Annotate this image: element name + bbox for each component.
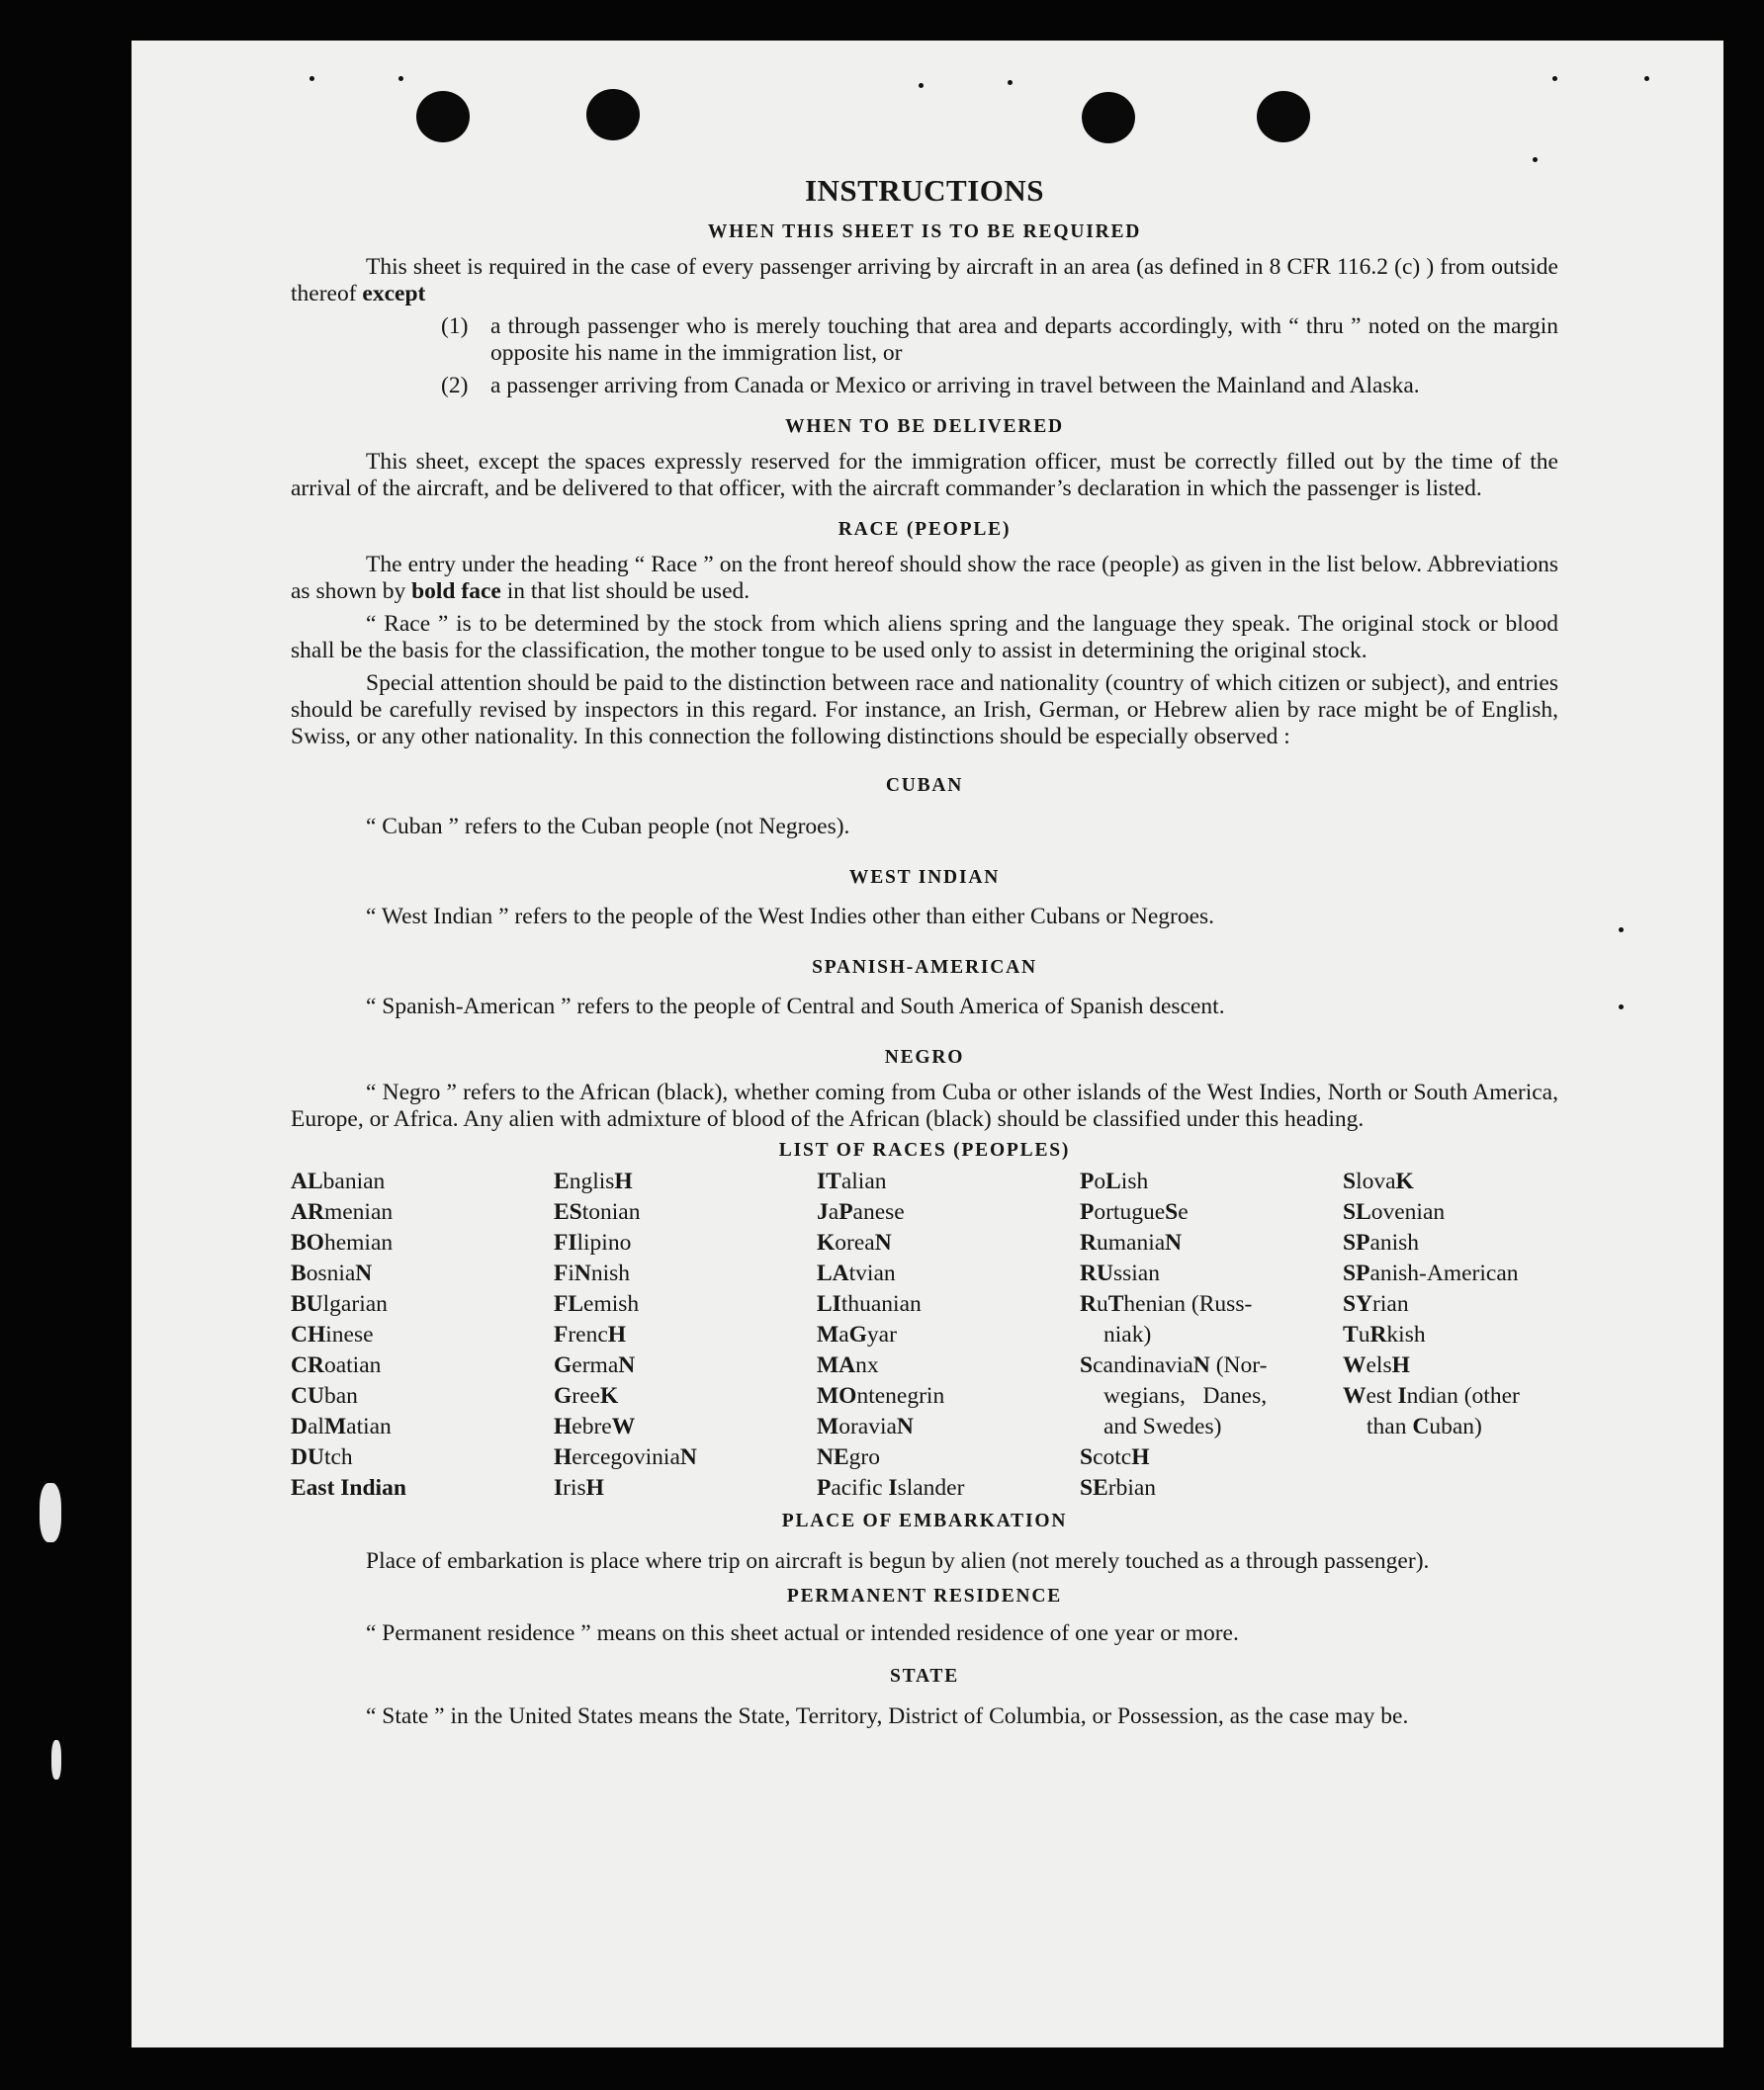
races-column-2 — [554, 1167, 817, 1504]
section-heading-residence: PERMANENT RESIDENCE — [786, 1586, 1063, 1607]
race-item: EStonian — [554, 1199, 641, 1225]
race-item: JaPanese — [817, 1199, 905, 1225]
race-item: ScotcH — [1080, 1444, 1150, 1470]
race-item: SlovaK — [1343, 1169, 1414, 1194]
race-item: SPanish — [1343, 1230, 1420, 1256]
punch-hole — [1082, 92, 1135, 143]
race-item: MaGyar — [817, 1322, 897, 1348]
race-item: ARmenian — [291, 1199, 394, 1225]
race-item: MAnx — [817, 1352, 879, 1378]
speck — [1644, 76, 1649, 81]
list-item: (2) a passenger arriving from Canada or Mexico or arriving in travel between the Mainland and Alaska. — [441, 373, 1420, 398]
race-item: GreeK — [554, 1383, 619, 1409]
race-item: MOntenegrin — [817, 1383, 945, 1409]
speck — [1533, 157, 1538, 162]
race-item: GermaN — [554, 1352, 636, 1378]
race-item: MoraviaN — [817, 1414, 914, 1439]
speck — [1008, 80, 1013, 85]
race-item: NEgro — [817, 1444, 880, 1470]
races-column-1 — [291, 1167, 554, 1504]
negro-text: “ Negro ” refers to the African (black), whether coming from Cuba or other islands of the West Indies, North or South America, Europe, or Africa. Any alien with admixture of blood of the African (black) should be classified under this heading. — [291, 1080, 1558, 1132]
race-item: DUtch — [291, 1444, 353, 1470]
race-item: RumaniaN — [1080, 1230, 1183, 1256]
speck — [919, 83, 924, 88]
races-column-5 — [1343, 1167, 1558, 1504]
race-item: RuThenian (Russ- — [1080, 1291, 1253, 1317]
race-item: KoreaN — [817, 1230, 892, 1256]
race-item: ScandinaviaN (Nor- — [1080, 1352, 1268, 1378]
state-text: “ State ” in the United States means the State, Territory, District of Columbia, or Possession, as the case may be. — [366, 1703, 1409, 1729]
race-item: DalMatian — [291, 1414, 392, 1439]
race-item: wegians, Danes, — [1103, 1383, 1268, 1409]
race-paragraph-2: “ Race ” is to be determined by the stock from which aliens spring and the language they speak. The original stock or blood shall be the basis for the classification, the mother tongue to be used only to assist in determining the original stock. — [291, 611, 1558, 663]
race-item: LAtvian — [817, 1261, 896, 1286]
race-item: FrencH — [554, 1322, 627, 1348]
races-column-3 — [817, 1167, 1080, 1504]
race-item: than Cuban) — [1367, 1414, 1482, 1439]
speck — [309, 76, 314, 81]
spanish-american-text: “ Spanish-American ” refers to the people of Central and South America of Spanish descent. — [366, 994, 1225, 1019]
section-heading-required: WHEN THIS SHEET IS TO BE REQUIRED — [707, 221, 1142, 242]
race-item: CHinese — [291, 1322, 374, 1348]
punch-hole — [586, 89, 640, 140]
race-item: and Swedes) — [1103, 1414, 1222, 1439]
race-item: East Indian — [291, 1475, 406, 1501]
race-item: CUban — [291, 1383, 358, 1409]
residence-text: “ Permanent residence ” means on this sheet actual or intended residence of one year or more. — [366, 1620, 1239, 1646]
race-item: FIlipino — [554, 1230, 632, 1256]
race-item: CRoatian — [291, 1352, 382, 1378]
speck — [1619, 1004, 1624, 1009]
race-item: HebreW — [554, 1414, 636, 1439]
race-item: RUssian — [1080, 1261, 1160, 1286]
delivered-text: This sheet, except the spaces expressly reserved for the immigration officer, must be correctly filled out by the time of the arrival of the aircraft, and be delivered to that officer, with the aircraft commander’s declaration in which the passenger is listed. — [291, 449, 1558, 501]
speck — [1552, 76, 1557, 81]
race-item: PortugueSe — [1080, 1199, 1189, 1225]
race-item: SPanish-American — [1343, 1261, 1519, 1286]
embarkation-text: Place of embarkation is place where trip on aircraft is begun by alien (not merely touched as a through passenger). — [366, 1548, 1430, 1574]
race-item: EnglisH — [554, 1169, 633, 1194]
scan-mark — [40, 1483, 61, 1542]
section-heading-spanish-american: SPANISH-AMERICAN — [812, 957, 1037, 978]
required-intro: This sheet is required in the case of every passenger arriving by aircraft in an area (as defined in 8 CFR 116.2 (c) ) from outside thereof except — [291, 254, 1558, 306]
race-item: niak) — [1103, 1322, 1152, 1348]
section-heading-embarkation: PLACE OF EMBARKATION — [781, 1511, 1068, 1531]
race-item: SErbian — [1080, 1475, 1157, 1501]
scan-mark — [51, 1740, 61, 1780]
race-item: TuRkish — [1343, 1322, 1426, 1348]
race-item: West Indian (other — [1343, 1383, 1520, 1409]
west-indian-text: “ West Indian ” refers to the people of the West Indies other than either Cubans or Negroes. — [366, 904, 1215, 929]
instructions-content — [291, 173, 1558, 1740]
race-item: HercegoviniaN — [554, 1444, 697, 1470]
race-item: SYrian — [1343, 1291, 1409, 1317]
section-heading-delivered: WHEN TO BE DELIVERED — [785, 416, 1064, 437]
race-paragraph-1: The entry under the heading “ Race ” on the front hereof should show the race (people) as given in the list below. Abbreviations as shown by bold face in that list should be used. — [291, 552, 1558, 604]
punch-hole — [416, 91, 470, 142]
race-item: BOhemian — [291, 1230, 394, 1256]
race-item: BUlgarian — [291, 1291, 388, 1317]
section-heading-state: STATE — [889, 1666, 960, 1687]
section-heading-west-indian: WEST INDIAN — [848, 867, 1001, 888]
cuban-text: “ Cuban ” refers to the Cuban people (not Negroes). — [366, 814, 850, 839]
race-item: BosniaN — [291, 1261, 373, 1286]
races-list — [291, 1167, 1558, 1504]
race-paragraph-3: Special attention should be paid to the distinction between race and nationality (country of which citizen or subject), and entries should be carefully revised by inspectors in this regard. For instance, an Irish, German, or Hebrew alien by race might be of English, Swiss, or any other nationality. In this connection the following distinctions should be especially observed : — [291, 670, 1558, 749]
page-title: INSTRUCTIONS — [804, 173, 1044, 208]
punch-hole — [1257, 91, 1310, 142]
section-heading-races-list: LIST OF RACES (PEOPLES) — [778, 1140, 1071, 1161]
race-item: FLemish — [554, 1291, 640, 1317]
race-item: ALbanian — [291, 1169, 386, 1194]
speck — [398, 76, 403, 81]
section-heading-negro: NEGRO — [884, 1047, 965, 1068]
race-item: LIthuanian — [817, 1291, 922, 1317]
list-item: (1) a through passenger who is merely touching that area and departs accordingly, with “ thru ” noted on the margin opposite his name in the immigration list, or — [441, 313, 1558, 366]
race-item: Pacific Islander — [817, 1475, 965, 1501]
race-item: SLovenian — [1343, 1199, 1446, 1225]
section-heading-race: RACE (PEOPLE) — [838, 519, 1012, 540]
race-item: WelsH — [1343, 1352, 1410, 1378]
speck — [1619, 927, 1624, 932]
race-item: PoLish — [1080, 1169, 1149, 1194]
race-item: FiNnish — [554, 1261, 631, 1286]
section-heading-cuban: CUBAN — [885, 775, 964, 796]
races-column-4 — [1080, 1167, 1343, 1504]
race-item: IrisH — [554, 1475, 604, 1501]
race-item: ITalian — [817, 1169, 887, 1194]
